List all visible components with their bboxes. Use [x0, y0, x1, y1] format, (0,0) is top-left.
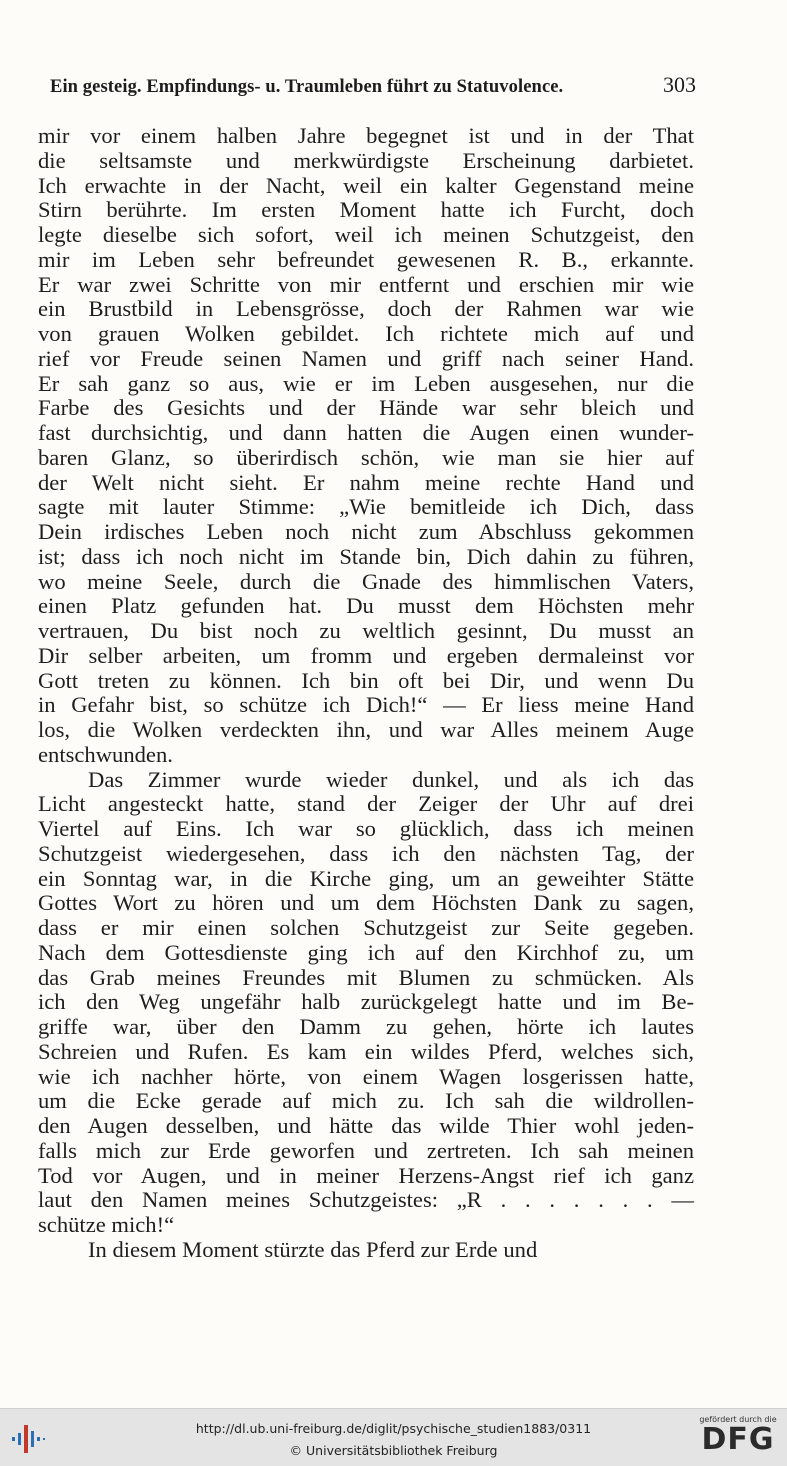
dfg-note: gefördert durch die	[699, 1415, 777, 1424]
text-line: ich den Weg ungefähr halb zurückgelegt hatte und im Be-	[38, 989, 694, 1015]
text-line: Licht angesteckt hatte, stand der Zeiger der Uhr auf drei	[38, 791, 694, 817]
page-number: 303	[663, 72, 696, 97]
text-line: Ich erwachte in der Nacht, weil ein kalter Gegenstand meine	[38, 172, 694, 198]
text-line: baren Glanz, so überirdisch schön, wie man sie hier auf	[38, 444, 694, 470]
text-line: schütze mich!“	[38, 1212, 175, 1237]
text-line: die seltsamste und merkwürdigste Erscheinung darbietet.	[38, 147, 694, 173]
text-line: wo meine Seele, durch die Gnade des himmlischen Vaters,	[38, 568, 694, 594]
text-line: rief vor Freude seinen Namen und griff nach seiner Hand.	[38, 345, 694, 371]
text-line: Nach dem Gottesdienste ging ich auf den Kirchhof zu, um	[38, 939, 694, 965]
text-line: mir vor einem halben Jahre begegnet ist und in der That	[38, 123, 694, 148]
running-title: Ein gesteig. Empfindungs- u. Traumleben führt zu Statuvolence.	[50, 77, 564, 97]
dfg-mark: DFG	[701, 1422, 775, 1457]
text-line: griffe war, über den Damm zu gehen, hörte ich lautes	[38, 1014, 694, 1039]
text-line: Farbe des Gesichts und der Hände war sehr bleich und	[38, 395, 694, 421]
text-line: ist; dass ich noch nicht im Stande bin, Dich dahin zu führen,	[38, 543, 694, 569]
running-head	[50, 72, 696, 104]
text-line: entschwunden.	[38, 741, 173, 767]
footer-bar	[0, 1408, 787, 1466]
text-line: von grauen Wolken gebildet. Ich richtete mich auf und	[38, 321, 694, 346]
text-line: los, die Wolken verdeckten ihn, und war Alles meinem Auge	[38, 717, 694, 742]
text-line: Er sah ganz so aus, wie er im Leben ausgesehen, nur die	[38, 370, 694, 396]
text-line: Gott treten zu können. Ich bin oft bei Dir, und wenn Du	[38, 667, 694, 693]
text-line: dass er mir einen solchen Schutzgeist zur Seite gegeben.	[38, 915, 694, 940]
text-line: Gottes Wort zu hören und um dem Höchsten Dank zu sagen,	[38, 890, 694, 916]
text-line: ein Brustbild in Lebensgrösse, doch der Rahmen war wie	[38, 296, 694, 322]
text-line: falls mich zur Erde geworfen und zertreten. Ich sah meinen	[38, 1137, 694, 1163]
text-line: der Welt nicht sieht. Er nahm meine rechte Hand und	[38, 469, 694, 495]
text-line: legte dieselbe sich sofort, weil ich meinen Schutzgeist, den	[38, 222, 694, 247]
text-line: den Augen desselben, und hätte das wilde Thier wohl jeden-	[38, 1113, 694, 1138]
text-line: Dein irdisches Leben noch nicht zum Abschluss gekommen	[38, 519, 694, 544]
text-line: Das Zimmer wurde wieder dunkel, und als ich das	[88, 766, 694, 792]
text-line: Schutzgeist wiedergesehen, dass ich den nächsten Tag, der	[38, 840, 694, 866]
text-line: in Gefahr bist, so schütze ich Dich!“ — Er liess meine Hand	[38, 692, 694, 718]
text-line: mir im Leben sehr befreundet gewesenen R. B., erkannte.	[38, 246, 694, 272]
text-line: laut den Namen meines Schutzgeistes: „R . . . . . . . —	[38, 1187, 694, 1213]
body-text	[38, 124, 694, 1263]
text-line: In diesem Moment stürzte das Pferd zur Erde und	[88, 1236, 538, 1262]
text-line: sagte mit lauter Stimme: „Wie bemitleide ich Dich, dass	[38, 494, 694, 520]
text-line: ein Sonntag war, in die Kirche ging, um an geweihter Stätte	[38, 865, 694, 891]
text-line: vertrauen, Du bist noch zu weltlich gesinnt, Du musst an	[38, 618, 694, 643]
dfg-logo	[696, 1415, 780, 1461]
text-line: wie ich nachher hörte, von einem Wagen losgerissen hatte,	[38, 1063, 694, 1089]
footer-url[interactable]: http://dl.ub.uni-freiburg.de/diglit/psychische_studien1883/0311	[195, 1421, 592, 1436]
text-line: Tod vor Augen, und in meiner Herzens-Angst rief ich ganz	[38, 1162, 694, 1188]
text-line: Viertel auf Eins. Ich war so glücklich, dass ich meinen	[38, 816, 694, 841]
text-line: Dir selber arbeiten, um fromm und ergeben dermaleinst vor	[38, 642, 694, 668]
text-line: Er war zwei Schritte von mir entfernt und erschien mir wie	[38, 271, 694, 297]
text-line: fast durchsichtig, und dann hatten die Augen einen wunder-	[38, 420, 694, 445]
text-line: Schreien und Rufen. Es kam ein wildes Pferd, welches sich,	[38, 1038, 694, 1064]
text-line: um die Ecke gerade auf mich zu. Ich sah die wildrollen-	[38, 1088, 694, 1114]
text-line: einen Platz gefunden hat. Du musst dem Höchsten mehr	[38, 593, 694, 619]
text-line: Stirn berührte. Im ersten Moment hatte ich Furcht, doch	[38, 197, 694, 223]
footer-copyright: © Universitätsbibliothek Freiburg	[289, 1443, 498, 1458]
text-line: das Grab meines Freundes mit Blumen zu schmücken. Als	[38, 964, 694, 990]
